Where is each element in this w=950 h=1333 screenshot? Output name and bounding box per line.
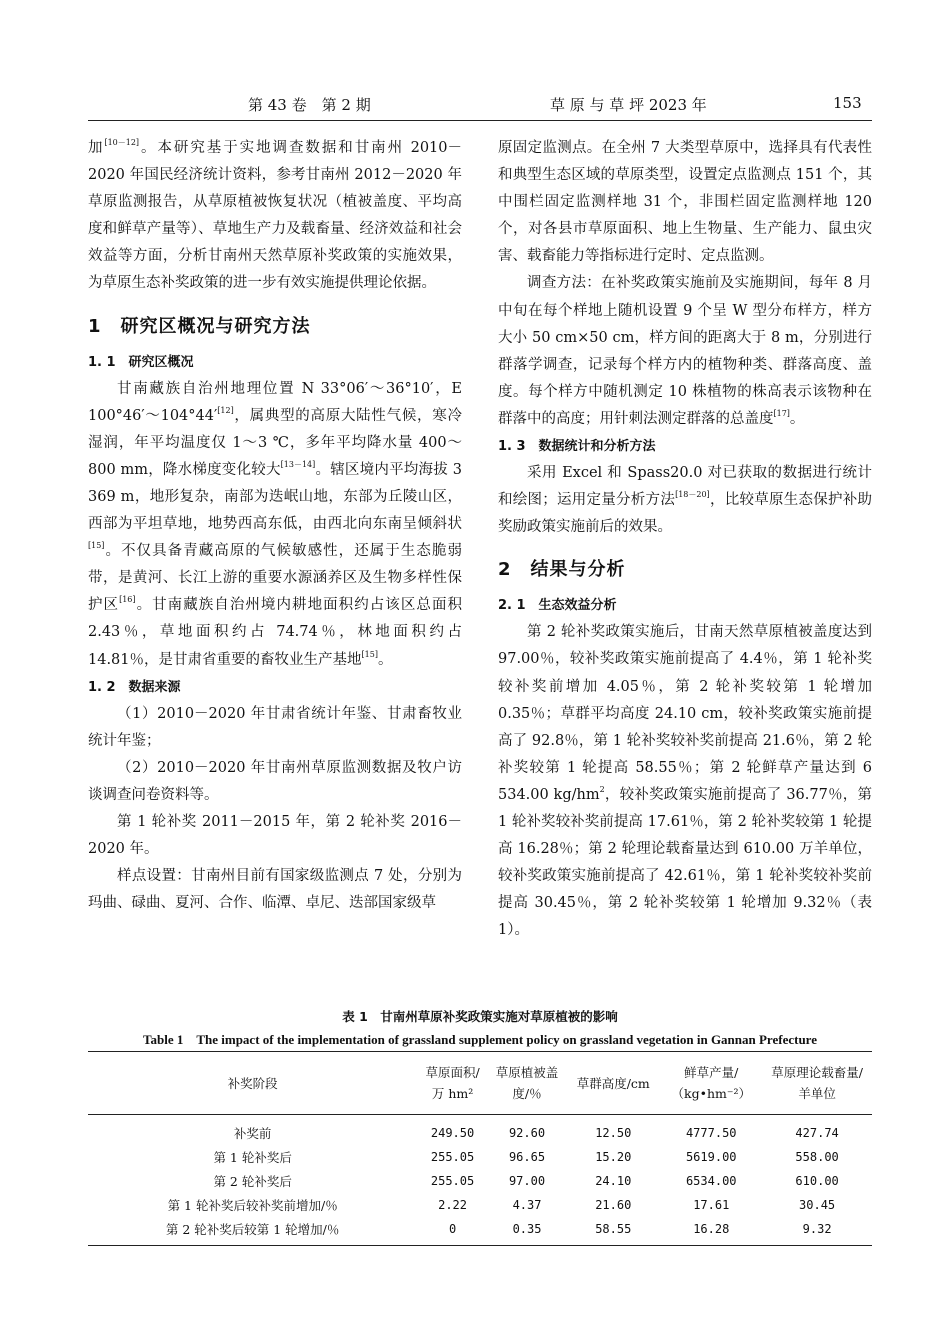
- header-carrying-capacity: 草原理论载畜量/羊单位: [762, 1052, 872, 1115]
- table-row: [88, 1145, 872, 1169]
- cell-value: 15.20: [595, 1150, 632, 1164]
- header-area: 草原面积/万 hm²: [417, 1052, 488, 1115]
- cell-value: 4777.50: [685, 1126, 737, 1140]
- header-rule: [88, 120, 872, 121]
- header-stage: 补奖阶段: [88, 1052, 417, 1115]
- monitoring-points-paragraph: 原固定监测点。在全州 7 大类型草原中，选择具有代表性和典型生态区域的草原类型，设置定点监测点 151 个，其中围栏固定监测样地 31 个，非围栏固定监测样地 120 个，对各县市草原面积、地上生物量、生产能力、鼠虫灾害、载畜能力等指标进行定时、定点监测。: [498, 140, 872, 265]
- cell-value: 9.32: [762, 1217, 872, 1246]
- cell-value: 58.55: [566, 1217, 660, 1246]
- cell-stage: 第 1 轮补奖后: [213, 1150, 292, 1165]
- text-run: 调查方法：在补奖政策实施前及实施期间，每年 8 月中旬在每个样地上随机设置 9 个呈 W 型分布样方，样方大小 50 cm×50 cm，样方间的距离大于 8 m，分别进行群落学调查，记录每个样方内的植物种类、群落高度、盖度。每个样方中随机测定 10 株植物的株高表示该物种在群落中的高度；用针刺法测定群落的总盖度: [498, 275, 872, 427]
- cell-value: 12.50: [595, 1126, 632, 1140]
- statistics-paragraph: [498, 460, 872, 541]
- citation-marker: [15]: [88, 541, 105, 551]
- data-source-2: （2）2010－2020 年甘南州草原监测数据及牧户访谈调查问卷资料等。: [88, 759, 462, 803]
- section-2-heading: 2 结果与分析: [498, 559, 626, 581]
- cell-value: 24.10: [595, 1174, 632, 1188]
- sample-setup-paragraph: 样点设置：甘南州目前有国家级监测点 7 处，分别为玛曲、碌曲、夏河、合作、临潭、卓尼、迭部国家级草: [88, 868, 462, 912]
- text-run: 。: [789, 410, 805, 427]
- cell-value: 16.28: [660, 1217, 762, 1246]
- text-run: 。甘南藏族自治州境内耕地面积约占该区总面积 2.43％，草地面积约占 74.74％，林地面积约占 14.81％，是甘肃省重要的畜牧业生产基地: [88, 597, 462, 668]
- text-run: 。: [377, 651, 393, 668]
- ecological-benefit-paragraph: [498, 619, 872, 944]
- cell-value: 21.60: [595, 1198, 632, 1212]
- subsidy-periods: 第 1 轮补奖 2011－2015 年，第 2 轮补奖 2016－2020 年。: [88, 813, 462, 858]
- subsection-1-3-heading: 1. 3 数据统计和分析方法: [498, 439, 656, 455]
- survey-method-paragraph: [498, 270, 872, 433]
- cell-value: 96.65: [508, 1150, 546, 1164]
- subsection-2-1-heading: 2. 1 生态效益分析: [498, 598, 617, 614]
- citation-marker: [10－12]: [104, 138, 140, 147]
- cell-value: 6534.00: [685, 1174, 737, 1188]
- cell-value: 17.61: [693, 1198, 730, 1212]
- study-area-paragraph: [88, 376, 462, 674]
- text-run: 甘南藏族自治州地理位置 N 33°06′～36°10′，E 100°46′～104°44′: [88, 380, 462, 424]
- cell-value: 5619.00: [685, 1150, 737, 1164]
- cell-value: 255.05: [430, 1174, 475, 1188]
- page-number: 153: [833, 94, 862, 112]
- header-fresh-yield: 鲜草产量/（kg•hm⁻²）: [660, 1052, 762, 1115]
- cell-value: 255.05: [430, 1150, 475, 1164]
- cell-value: 427.74: [795, 1126, 839, 1140]
- header-height: 草群高度/cm: [566, 1052, 660, 1115]
- table-row: [88, 1115, 872, 1146]
- text-run: 第 2 轮补奖政策实施后，甘南天然草原植被盖度达到 97.00％，较补奖政策实施前提高了 4.4％，第 1 轮补奖较补奖前增加 4.05％，第 2 轮补奖较第 1 轮增加 0.35％；草群平均高度 24.10 cm，较补奖政策实施前提高了 92.8％，第 1 轮补奖较补奖前提高 21.6％，第 2 轮补奖较第 1 轮提高 58.55％；第 2 轮鲜草产量达到 6 534.00 kg/hm: [498, 624, 872, 803]
- subsection-1-2-heading: 1. 2 数据来源: [88, 679, 181, 695]
- text-run: 。本研究基于实地调查数据和甘南州 2010－2020 年国民经济统计资料，参考甘南州 2012－2020 年草原监测报告，从草原植被恢复状况（植被盖度、平均高度和鲜草产量等）、草地生产力及载畜量、经济效益和社会效益等方面，分析甘南州天然草原补奖政策的实施效果，为草原生态补奖政策的进一步有效实施提供理论依据。: [88, 140, 463, 292]
- text-run: 加: [88, 140, 105, 156]
- table-header-row: [88, 1052, 872, 1115]
- text-run: ，比较草原生态保护补助奖励政策实施前后的效果。: [498, 492, 873, 536]
- table-caption-en: Table 1 The impact of the implementation of grassland supplement policy on grassland vegetation in Gannan Prefecture: [143, 1032, 817, 1047]
- cell-value: 610.00: [795, 1174, 839, 1188]
- cell-value: 558.00: [795, 1150, 839, 1164]
- text-run: 。辖区境内平均海拔 3 369 m，地形复杂，南部为迭岷山地，东部为丘陵山区，西部为平坦草地，地势西高东低，由西北向东南呈倾斜状: [88, 461, 462, 533]
- cell-stage: 第 1 轮补奖后较补奖前增加/％: [167, 1198, 338, 1213]
- cell-stage: 第 2 轮补奖后: [213, 1174, 292, 1189]
- table-caption-cn: 表 1 甘南州草原补奖政策实施对草原植被的影响: [342, 1009, 618, 1024]
- header-coverage: 草原植被盖度/％: [488, 1052, 566, 1115]
- text-run: ，属典型的高原大陆性气候，寒冷湿润，年平均温度仅 1～3 ℃，多年平均降水量 400～800 mm，降水梯度变化较大: [88, 407, 462, 478]
- cell-value: 4.37: [512, 1198, 542, 1212]
- citation-marker: [12]: [217, 405, 234, 415]
- cell-value: 92.60: [508, 1126, 546, 1140]
- citation-marker: [16]: [119, 595, 136, 605]
- text-run: 采用 Excel 和 Spass20.0 对已获取的数据进行统计和绘图；运用定量分析方法: [498, 465, 872, 509]
- cell-value: 2.22: [438, 1198, 467, 1212]
- cell-value: 97.00: [508, 1174, 546, 1188]
- citation-marker: [13－14]: [280, 459, 316, 469]
- text-run: 。不仅具备青藏高原的气候敏感性，还属于生态脆弱带，是黄河、长江上游的重要水源涵养区及生物多样性保护区: [88, 543, 462, 614]
- cell-stage: 补奖前: [233, 1126, 272, 1141]
- section-1-heading: 1 研究区概况与研究方法: [88, 315, 311, 337]
- citation-marker: [18－20]: [675, 490, 710, 500]
- cell-value: 0.35: [488, 1217, 566, 1246]
- citation-marker: [15]: [361, 649, 378, 659]
- intro-paragraph: [88, 135, 462, 298]
- cell-value: 30.45: [799, 1198, 836, 1212]
- grassland-vegetation-table: [88, 1051, 872, 1246]
- cell-value: 249.50: [430, 1126, 475, 1140]
- cell-stage: 第 2 轮补奖后较第 1 轮增加/％: [88, 1217, 417, 1246]
- journal-title-year: 草 原 与 草 坪 2023 年: [550, 96, 707, 114]
- citation-marker: [17]: [773, 408, 790, 418]
- data-source-1: （1）2010－2020 年甘肃省统计年鉴、甘肃畜牧业统计年鉴；: [88, 705, 462, 749]
- right-column: [498, 135, 872, 944]
- left-column: [88, 135, 462, 917]
- cell-value: 0: [417, 1217, 488, 1246]
- table-row: [88, 1193, 872, 1217]
- journal-volume-issue: 第 43 卷 第 2 期: [248, 96, 371, 114]
- citation-marker: 2: [599, 784, 605, 794]
- table-row: [88, 1169, 872, 1193]
- table-row: [88, 1217, 872, 1246]
- text-run: ，较补奖政策实施前提高了 36.77％，第 1 轮补奖较补奖前提高 17.61％，第 2 轮补奖较第 1 轮提高 16.28％；第 2 轮理论载畜量达到 610.00 万羊单位，较补奖政策实施前提高了 42.61％，第 1 轮补奖较补奖前提高 30.45％，第 2 轮补奖较第 1 轮增加 9.32％（表 1）。: [498, 786, 872, 939]
- subsection-1-1-heading: 1. 1 研究区概况: [88, 354, 194, 370]
